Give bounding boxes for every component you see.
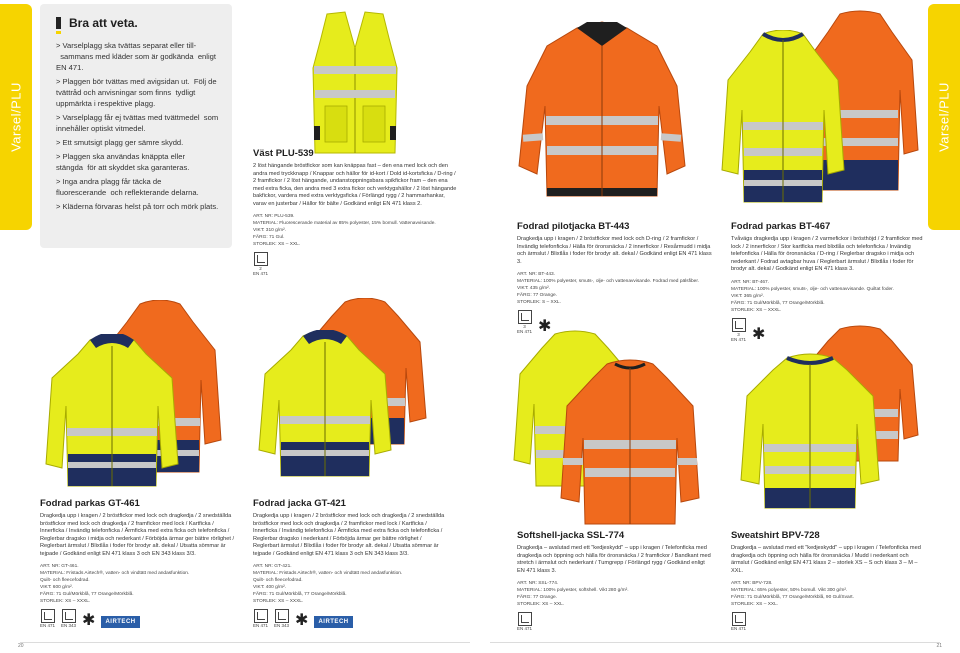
product-bpv728 (731, 530, 923, 631)
product-spec (517, 271, 713, 306)
cert-class: 2 (259, 266, 262, 271)
spec-size: STORLEK: XS – XXXL. (40, 599, 91, 604)
en471-pictogram-icon (732, 612, 746, 626)
certification-marks (253, 609, 449, 628)
en471-pictogram-icon (732, 318, 746, 332)
spec-weight: VIKT: 365 g/m². (731, 293, 765, 299)
product-description: Dragkedja – avslutad med ett "kedjeskydd" – upp i kragen / Telefonficka med dragkedja och öppning och hälla för öronsnäcka / Mudd i nederkant och ärmslut / Godkänd enligt EN 471 klass 2 – storlek XS – S och klass 3 – M – XXL. (731, 545, 921, 574)
info-item: > Kläderna förvaras helst på torr och mörk plats. (56, 202, 219, 211)
info-item: > Ett smutsigt plagg ger sämre skydd. (56, 138, 184, 147)
spec-material: MATERIAL: 100% polyester, smuts-, olje- och vattenavvisande. Quiltat foder. (731, 286, 894, 292)
product-description: Dragkedja upp i kragen / 2 bröstfickor med lock och D-ring / 2 framfickor / Invändig telefonficka / Hälla för öronsnäcka / 2 innerfickor / Resårmudd i midja och ärmslut / Blixtlås i foder för brodyr alt. dekal / Godkänd enligt EN 471 klass 3. (517, 236, 712, 265)
exclamation-icon (56, 17, 61, 29)
info-item: > Varselplagg får ej tvättas med tvättmedel som innehåller optiskt vitmedel. (56, 113, 219, 133)
spec-color: FÄRG: 71 Gul/Mörkblå, 77 Orange/Mörkblå. (253, 592, 347, 597)
product-bt443 (517, 221, 713, 334)
product-gt461 (40, 498, 238, 628)
info-title (56, 16, 222, 30)
spec-art-nr: ART. NR: SSL-774. (517, 581, 559, 586)
spec-color: FÄRG: 77 Orange. (517, 293, 557, 298)
spec-size: STORLEK: XS – XXXL. (731, 307, 782, 313)
good-to-know-box (40, 4, 232, 248)
cold-protection-icon: ✱ (538, 318, 552, 335)
spec-lining: Quilt- och fleecefodrad. (253, 578, 303, 583)
en471-mark (731, 318, 746, 342)
certification-marks (253, 252, 458, 276)
product-plu539 (253, 148, 458, 276)
product-title: Sweatshirt BPV-728 (731, 530, 820, 541)
cert-code: EN 471 (731, 626, 747, 631)
product-description: Tvåvägs dragkedja upp i kragen / 2 varmefickor i brösthöjd / 2 framfickor med lock / 2 innerfickor / Stor kartficka med blixtlås och telefonficka / Invändig telefonficka / Hälla för öronsnäcka / D-ring / Reglerbar dragsko i midja och nederkant / Fodrad avtagbar huva / Reglerbart ärmslut / Blixtlås i foder för brodyr alt. dekal / Godkänd enligt EN 471 klass 3. (731, 236, 923, 272)
product-description: Dragkedja – avslutad med ett "kedjeskydd" – upp i kragen / Telefonficka med dragkedja och öppning och hälla för öronsnäcka / 2 framfickor / Bandkant med stretch i ärmslut och nederkant / Tumgrepp / Förlängd rygg / Godkänd enligt EN 471 klass 3. (517, 545, 711, 574)
cert-code: EN 343 (274, 623, 290, 628)
en343-mark (274, 609, 289, 628)
spec-color: FÄRG: 71 Gul/Mörkblå, 77 Orange/Mörkblå. (40, 592, 134, 597)
en471-pictogram-icon (518, 612, 532, 626)
product-title: Softshell-jacka SSL-774 (517, 530, 625, 541)
en471-pictogram-icon (41, 609, 55, 623)
en471-mark (731, 612, 746, 631)
spec-material: MATERIAL: 100% polyester, smuts-, olje- och vattenavvisande. Fodrad med pälsfiber. (517, 279, 700, 284)
spec-color: FÄRG: 71 Gul/Mörkblå, 77 Orange/Mörkblå. (731, 300, 825, 306)
spec-material: MATERIAL: 100% polyester, softshell. Vikt 280 g/m². (517, 588, 629, 593)
product-gt421 (253, 498, 449, 628)
spec-art-nr: ART. NR: GT-461. (40, 564, 79, 569)
airtech-logo: AIRTECH (314, 616, 352, 628)
spec-size: STORLEK: XS – XXXL. (253, 599, 304, 604)
en343-mark (61, 609, 76, 628)
product-spec (517, 580, 713, 608)
product-title: Fodrad parkas GT-461 (40, 498, 140, 509)
en471-mark (517, 612, 532, 631)
spec-size: STORLEK: XS – XXL. (731, 602, 779, 607)
spec-color: FÄRG: 71 Gul. (253, 235, 285, 240)
section-tab-label: Varsel/PLU (936, 82, 952, 152)
vest-image (305, 8, 405, 156)
section-tab-left (0, 4, 32, 230)
cold-protection-icon: ✱ (82, 612, 96, 629)
cert-code: EN 471 (253, 623, 269, 628)
en343-pictogram-icon (275, 609, 289, 623)
sweatshirt-yellow-image (735, 352, 885, 512)
info-title-text: Bra att veta. (69, 16, 138, 30)
section-tab-label: Varsel/PLU (8, 82, 24, 152)
page-number-left: 20 (18, 643, 24, 649)
info-list (56, 40, 222, 212)
spec-weight: VIKT: 435 g/m². (517, 286, 551, 291)
certification-marks (731, 612, 923, 631)
info-item: > Inga andra plagg får täcka de fluorescerande och reflekterande delarna. (56, 177, 199, 197)
spec-size: STORLEK: S – XXL. (517, 300, 561, 305)
cert-code: EN 471 (517, 626, 533, 631)
spec-art-nr: ART. NR: BT-443. (517, 272, 556, 277)
airtech-logo: AIRTECH (101, 616, 139, 628)
cert-code: EN 471 (40, 623, 56, 628)
product-description: Dragkedja upp i kragen / 2 bröstfickor med lock och dragkedja / 2 snedställda bröstfickor med lock och dragkedja / 2 framfickor med lock / Kartficka / Innerficka / Invändig telefonficka / Ärmficka med extra ficka och telefonficka / Reglerbar dragsko i nederkant / Förböjda ärmar ger bättre rörlighet / Reglerbart ärmslut / Blixtlås i foder för brodyr alt. dekal / Utsatta sömmar är tejpade / Godkänd enligt EN 471 klass 3 och EN 343 klass 3/3. (253, 513, 445, 557)
en343-pictogram-icon (62, 609, 76, 623)
spec-art-nr: ART. NR: BPV-728. (731, 581, 773, 586)
product-title: Fodrad jacka GT-421 (253, 498, 346, 509)
spec-color: FÄRG: 71 Gul/Mörkblå, 77 Orange/Mörkblå, 90 Gul/Svart. (731, 595, 854, 600)
product-ssl774 (517, 530, 713, 631)
spec-weight: VIKT: 400 g/m². (253, 585, 287, 590)
spec-material: MATERIAL: Fluorescerande material av 85% polyester, 15% bomull. Vattenavvisande. (253, 221, 436, 226)
cert-code: EN 471 (731, 336, 747, 342)
product-spec (253, 563, 449, 605)
parka-gt461-yellow-image (42, 334, 182, 489)
product-description: 2 löst hängande bröstfickor som kan knäppas fast – den ena med lock och den andra med tryckknapp / Knappar och hällor för id-kort / Dold id-kortsficka / D-ring / 2 framfickor / 2 löst hängande, undanstoppningsbara spikfickor fram – den ena med extra ficka, den andra med 3 extra fickor och verktygshällor / 2 löst hängande bakfickor, vardera med extra verktygsficka / Förlängd rygg / 2 hammarhankar, varav en justerbar / Hällor för bälte / Godkänd enligt EN 471 klass 2. (253, 163, 457, 207)
spec-material: MATERIAL: Fristads Airtech®, vatten- och vindtätt med andasfunktion. (40, 571, 190, 576)
spec-lining: Quilt- och fleecefodrad. (40, 578, 90, 583)
certification-marks (517, 612, 713, 631)
certification-marks (40, 609, 238, 628)
spec-art-nr: ART. NR: PLU-539. (253, 214, 295, 219)
product-title: Väst PLU-539 (253, 148, 314, 159)
en471-pictogram-icon (254, 609, 268, 623)
product-spec (253, 213, 458, 248)
info-item: > Varselplagg ska tvättas separat eller till- sammans med kläder som är godkända enligt EN 471. (56, 41, 216, 72)
parka-yellow-image (718, 30, 848, 210)
cert-class: 3 (523, 324, 526, 329)
softshell-orange-image (555, 358, 705, 528)
spec-art-nr: ART. NR: BT-467. (731, 279, 770, 285)
product-spec (731, 580, 923, 608)
en471-mark (253, 252, 268, 276)
pilot-jacket-image (517, 16, 687, 216)
spec-art-nr: ART. NR: GT-421. (253, 564, 292, 569)
spec-color: FÄRG: 77 Orange. (517, 595, 557, 600)
spec-size: STORLEK: XS – XXL. (253, 242, 301, 247)
spec-material: MATERIAL: Fristads Airtech®, vatten- och vindtätt med andasfunktion. (253, 571, 403, 576)
info-item: > Plaggen bör tvättas med avigsidan ut. Följ de tvättråd och anvisningar som finns tydligt uppmärkta i respektive plagg. (56, 77, 217, 108)
en471-mark (517, 310, 532, 334)
product-bt467 (731, 221, 923, 342)
product-description: Dragkedja upp i kragen / 2 bröstfickor med lock och dragkedja / 2 snedställda bröstfickor med lock och dragkedja / 2 framfickor med lock / Kartficka / Innerficka / Invändig telefonficka / Ärmficka med extra ficka och telefonficka / Reglerbar dragsko i midja och nederkant / Förböjda ärmar ger bättre rörlighet / Reglerbart ärmslut / Blixtlås i foder för brodyr alt. dekal / Utsatta sömmar är tejpade / Godkänd enligt EN 471 klass 3 och EN 343 klass 3/3. (40, 513, 235, 557)
spec-weight: VIKT: 600 g/m². (40, 585, 74, 590)
en471-mark (40, 609, 55, 628)
cert-class: 3 (737, 331, 740, 337)
footer-rule-left (20, 642, 470, 643)
en471-pictogram-icon (254, 252, 268, 266)
cert-code: EN 343 (61, 623, 77, 628)
product-title: Fodrad parkas BT-467 (731, 221, 831, 232)
certification-marks (731, 318, 923, 342)
cold-protection-icon: ✱ (752, 325, 766, 343)
cert-code: EN 471 (253, 271, 269, 276)
spec-weight: VIKT: 310 g/m². (253, 228, 287, 233)
spec-size: STORLEK: XS – XXL. (517, 602, 565, 607)
section-tab-right (928, 4, 960, 230)
cold-protection-icon: ✱ (295, 612, 309, 629)
spec-material: MATERIAL: 65% polyester, 50% bomull. Vikt 300 g/m². (731, 588, 848, 593)
product-spec (731, 279, 923, 314)
page-number-right: 21 (936, 643, 942, 649)
certification-marks (517, 310, 713, 334)
footer-rule-right (490, 642, 940, 643)
cert-code: EN 471 (517, 329, 533, 334)
en471-pictogram-icon (518, 310, 532, 324)
jacket-gt421-yellow-image (255, 330, 395, 480)
product-title: Fodrad pilotjacka BT-443 (517, 221, 630, 232)
product-spec (40, 563, 238, 605)
en471-mark (253, 609, 268, 628)
info-item: > Plaggen ska användas knäppta eller stängda för att skyddet ska garanteras. (56, 152, 190, 172)
